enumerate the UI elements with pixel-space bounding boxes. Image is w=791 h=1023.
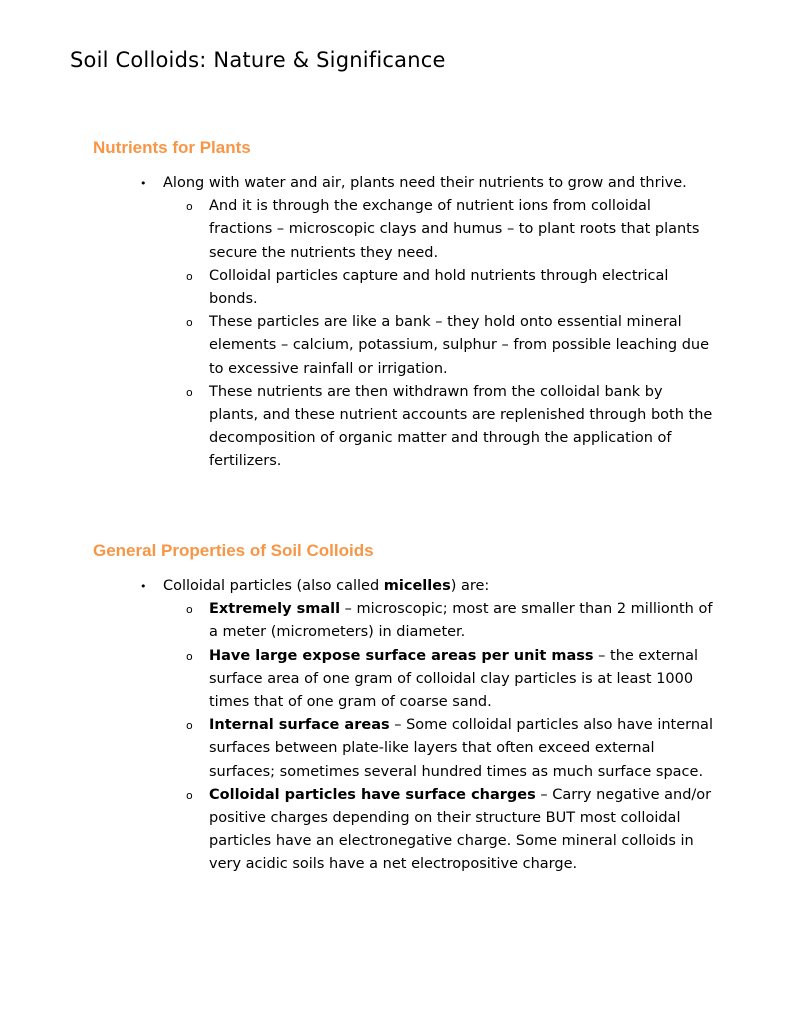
sub-item-text: Colloidal particles capture and hold nutrients through electrical bonds. [209, 267, 669, 308]
bullet-term: micelles [383, 578, 451, 594]
sub-item [163, 784, 713, 877]
bullet-icon: • [140, 177, 147, 190]
sub-list [163, 195, 713, 473]
sub-bullet-icon: o [186, 603, 193, 617]
document-title: Soil Colloids: Nature & Significance [70, 48, 446, 72]
sub-item [163, 598, 713, 644]
sub-item [163, 645, 713, 715]
sub-item [163, 195, 713, 265]
sub-item-term: Have large expose surface areas per unit mass [209, 647, 594, 664]
bullet-text [163, 578, 489, 594]
sub-item-term: Extremely small [209, 601, 341, 618]
bullet-text-before: Colloidal particles (also called [163, 578, 384, 594]
sub-list [163, 598, 713, 876]
sub-item-term: Colloidal particles have surface charges [209, 786, 536, 803]
bullet-item [93, 172, 713, 474]
bullet-text: Along with water and air, plants need their nutrients to grow and thrive. [163, 175, 687, 191]
bullet-item [93, 575, 713, 877]
sub-item [163, 311, 713, 381]
sub-item-text [209, 648, 698, 710]
sub-bullet-icon: o [186, 200, 193, 214]
sub-bullet-icon: o [186, 316, 193, 330]
sub-item-text [209, 601, 712, 640]
sub-item-description: – Some colloidal particles also have internal surfaces between plate-like layers that often exceed external surfaces; sometimes several hundred times as much surface space. [209, 717, 713, 780]
sub-item-text [209, 717, 713, 779]
bullet-list [93, 172, 713, 474]
sub-bullet-icon: o [186, 269, 193, 283]
sub-item [163, 265, 713, 311]
sub-item-text: And it is through the exchange of nutrient ions from colloidal fractions – microscopic clays and humus – to plant roots that plants secure the nutrients they need. [209, 198, 700, 261]
sub-item-text: These particles are like a bank – they hold onto essential mineral elements – calcium, potassium, sulphur – from possible leaching due to excessive rainfall or irrigation. [209, 314, 710, 377]
sub-item [163, 714, 713, 784]
sub-item [163, 381, 713, 474]
sub-item-text [209, 787, 711, 873]
sub-item-text: These nutrients are then withdrawn from the colloidal bank by plants, and these nutrient accounts are replenished through both the decomposition of organic matter and through the application of fertilizers. [209, 383, 713, 470]
section-heading: General Properties of Soil Colloids [93, 541, 374, 560]
sub-item-description: – the external surface area of one gram of colloidal clay particles is at least 1000 times that of one gram of coarse sand. [209, 647, 699, 711]
bullet-icon: • [140, 580, 147, 593]
sub-bullet-icon: o [186, 719, 193, 733]
sub-item-term: Internal surface areas [209, 717, 390, 734]
sub-bullet-icon: o [186, 788, 193, 802]
sub-bullet-icon: o [186, 649, 193, 663]
bullet-list [93, 575, 713, 877]
sub-bullet-icon: o [186, 385, 193, 399]
section-general-properties [93, 539, 713, 877]
section-heading: Nutrients for Plants [93, 138, 251, 157]
bullet-text-after: ) are: [450, 578, 490, 594]
section-nutrients-for-plants [93, 136, 713, 474]
sub-item-description: – microscopic; most are smaller than 2 millionth of a meter (micrometers) in diameter. [209, 601, 713, 641]
sub-item-description: – Carry negative and/or positive charges depending on their structure BUT most colloidal particles have an electronegative charge. Some mineral colloids in very acidic soils have a net electropositive charge. [209, 786, 712, 873]
